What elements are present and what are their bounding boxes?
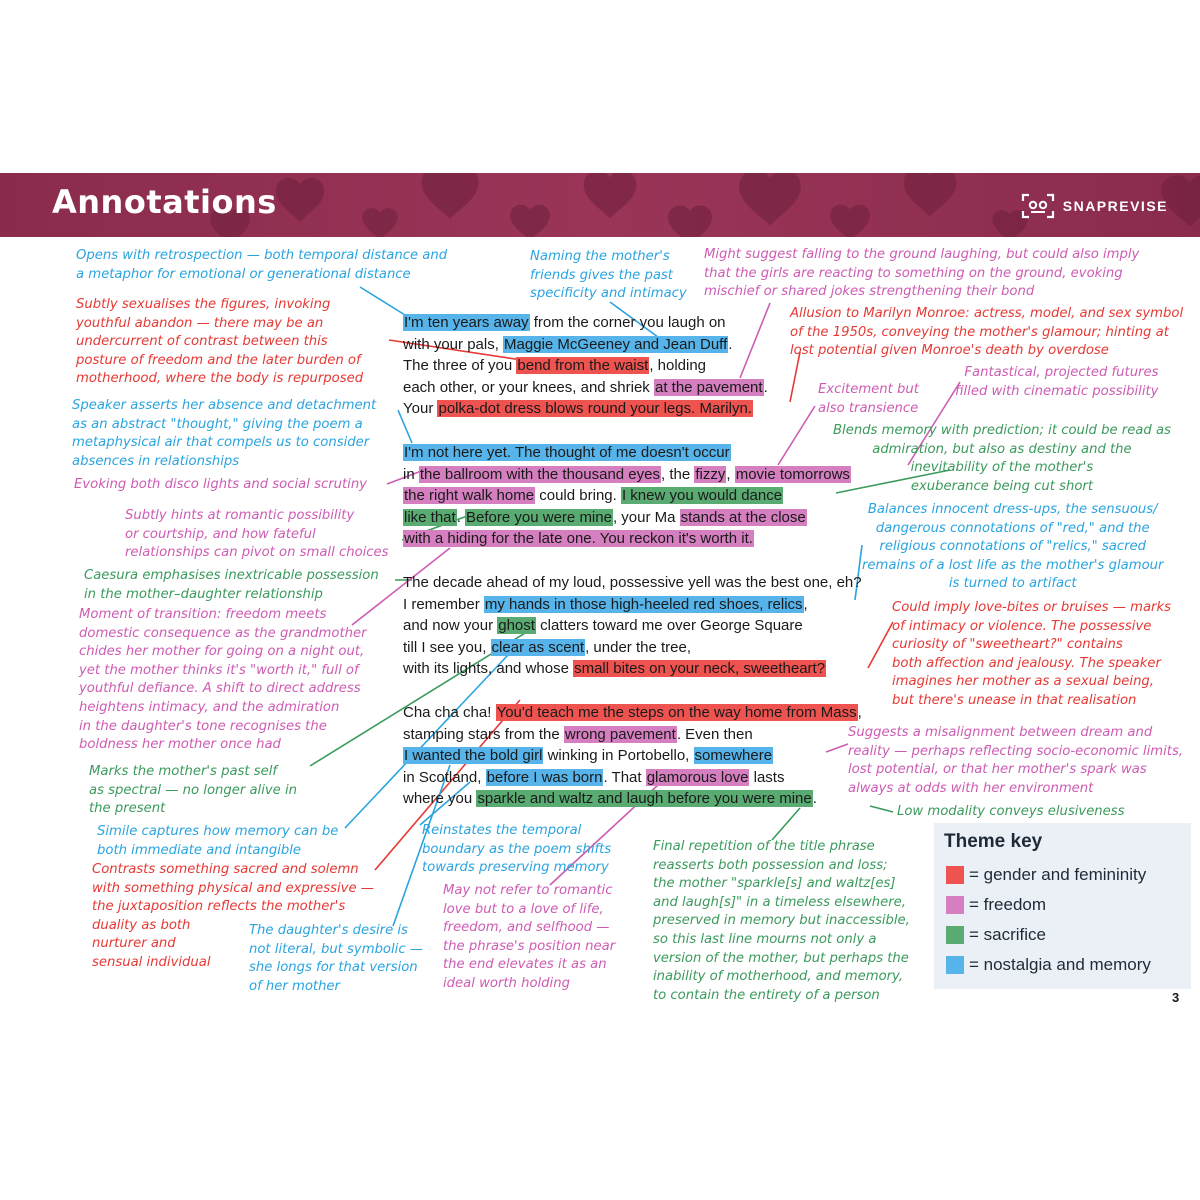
line-text: , (726, 465, 735, 483)
annotation: Excitement but also transience (818, 382, 919, 416)
highlight-freedom: fizzy (695, 465, 726, 483)
poem-line (403, 745, 913, 767)
line-text: with your pals, (403, 335, 504, 353)
annotation: Contrasts something sacred and solemn with something physical and expressive — the juxtaposition reflects the mother's duality as both nurturer and sensual individual (92, 862, 374, 970)
highlight-gender: polka-dot dress blows round your legs. Marilyn. (438, 400, 752, 418)
gender-swatch-icon (946, 866, 964, 884)
poem-line (403, 637, 913, 659)
highlight-sacrifice: sparkle and waltz and laugh before you were mine (477, 790, 812, 808)
highlight-freedom: movie tomorrows (735, 465, 850, 483)
highlight-nostalgia: clear as scent (491, 638, 585, 656)
line-text: The three of you (403, 357, 517, 375)
highlight-nostalgia: I wanted the bold girl (404, 747, 543, 765)
highlight-gender: small bites on your neck, sweetheart? (574, 660, 826, 678)
line-text: clatters toward me over George Square (535, 617, 803, 635)
line-text: from the corner you laugh on (529, 314, 726, 331)
annotation: Suggests a misalignment between dream and reality — perhaps reflecting socio-economic limits, lost potential, or that her mother's spark was always at odds with her environment (848, 725, 1184, 796)
line-text: I remember (403, 595, 484, 613)
theme-key-label: = nostalgia and memory (969, 955, 1151, 974)
line-text: , under the tree, (585, 638, 691, 656)
annotation: Subtly hints at romantic possibility or courtship, and how fateful relationships can pivot on small choices (125, 508, 389, 561)
highlight-freedom: glamorous love (646, 768, 749, 786)
highlight-freedom: the ballroom with the thousand eyes (419, 465, 660, 483)
page-title: Annotations (52, 183, 277, 221)
line-text: The decade ahead of my loud, possessive yell was the best one, eh? (403, 573, 862, 591)
line-text: where you (403, 790, 477, 808)
highlight-nostalgia: somewhere (694, 747, 773, 765)
line-text: each other, or your knees, and shriek (403, 378, 654, 396)
annotation: Could imply love-bites or bruises — marks of intimacy or violence. The possessive curiosity of "sweetheart?" contains both affection and jealousy. The speaker imagines her mother as a sexual being, but there's unease in that realisation (892, 600, 1171, 708)
highlight-sacrifice: ghost (498, 617, 535, 635)
highlight-sacrifice: I knew you would dance (621, 487, 783, 505)
brand-name: SNAPREVISE (1062, 198, 1168, 214)
highlight-freedom: stands at the close (680, 508, 806, 526)
line-text: . (763, 378, 768, 396)
sacrifice-swatch-icon (946, 926, 964, 944)
stanza-4 (403, 702, 913, 810)
line-text: Cha cha cha! (403, 703, 496, 721)
line-text: , (857, 703, 862, 721)
line-text: . (456, 508, 466, 526)
highlight-sacrifice: like that (404, 508, 456, 526)
theme-key-label: = freedom (969, 895, 1047, 914)
annotation: Speaker asserts her absence and detachment as an abstract "thought," giving the poem a metaphysical air that compels us to consider absences in relationships (72, 398, 377, 469)
freedom-swatch-icon (946, 896, 964, 914)
annotation: Blends memory with prediction; it could be read as admiration, but also as destiny and the inevitability of the mother's exuberance being cut short (833, 423, 1171, 494)
line-text: in Scotland, (403, 768, 486, 786)
theme-key-item (946, 955, 1151, 975)
connector-line (360, 287, 405, 315)
annotation: Might suggest falling to the ground laughing, but could also imply that the girls are reacting to something on the ground, evoking mischief or shared jokes strengthening their bond (704, 247, 1140, 300)
poem-line (403, 594, 913, 616)
annotation: Caesura emphasises inextricable possession in the mother–daughter relationship (84, 568, 379, 602)
poem-line (403, 507, 913, 529)
annotation: Allusion to Marilyn Monroe: actress, model, and sex symbol of the 1950s, conveying the mother's glamour; hinting at lost potential given Monroe's death by overdose (790, 306, 1184, 359)
poem-line (403, 658, 913, 680)
line-text: , the (661, 465, 695, 483)
highlight-sacrifice: Before you were mine (466, 508, 612, 526)
theme-key-label: = sacrifice (969, 925, 1046, 944)
line-text: , (803, 595, 808, 613)
highlight-freedom: the right walk home (404, 487, 535, 505)
annotation: Fantastical, projected futures filled with cinematic possibility (955, 365, 1159, 399)
poem-line (403, 767, 913, 789)
stanza-3 (403, 572, 913, 680)
nostalgia-swatch-icon (946, 956, 964, 974)
annotation: The daughter's desire is not literal, but symbolic — she longs for that version of her mother (249, 923, 423, 994)
line-text: , holding (649, 357, 707, 375)
annotation: Low modality conveys elusiveness (897, 804, 1125, 819)
annotation: Opens with retrospection — both temporal distance and a metaphor for emotional or generational distance (76, 248, 448, 282)
line-text: . Even then (676, 725, 753, 743)
highlight-gender: bend from the waist (517, 357, 649, 375)
highlight-nostalgia: I'm not here yet. The thought of me doesn't occur (404, 443, 730, 461)
annotation: Reinstates the temporal boundary as the poem shifts towards preserving memory (422, 823, 612, 876)
theme-key-item (946, 865, 1146, 885)
highlight-nostalgia: I'm ten years away (404, 314, 529, 331)
line-text: with its lights, and whose (403, 660, 574, 678)
line-text: lasts (749, 768, 785, 786)
line-text: Your (403, 400, 438, 418)
annotation: Simile captures how memory can be both immediate and intangible (97, 824, 339, 858)
line-text: . (812, 790, 817, 808)
theme-key-item (946, 895, 1046, 915)
line-text: . That (603, 768, 646, 786)
annotation: Naming the mother's friends gives the past specificity and intimacy (530, 249, 687, 302)
poem-line (403, 528, 913, 550)
poem-line (403, 572, 913, 594)
line-text: stamping stars from the (403, 725, 564, 743)
line-text: , your Ma (612, 508, 680, 526)
highlight-freedom: at the pavement (654, 378, 763, 396)
theme-key-item (946, 925, 1046, 945)
annotation: Evoking both disco lights and social scrutiny (74, 477, 367, 492)
poem-line (403, 702, 913, 724)
poem-line (403, 788, 913, 810)
highlight-freedom: wrong pavement (564, 725, 676, 743)
line-text: till I see you, (403, 638, 491, 656)
annotation: May not refer to romantic love but to a love of life, freedom, and selfhood — the phrase's position near the end elevates it as an ideal worth holding (443, 883, 616, 991)
line-text: could bring. (535, 487, 621, 505)
annotation: Final repetition of the title phrase reasserts both possession and loss; the mother "sparkle[s] and waltz[es] and laugh[s]" in a timeless elsewhere, preserved in memory but inaccessible, so this last line mourns not only a version of the mother, but perhaps the inability of motherhood, and memory, to contain the entirety of a person (653, 839, 910, 1003)
annotation: Moment of transition: freedom meets domestic consequence as the grandmother chides her mother for going on a night out, yet the mother thinks it's "worth it," full of youthful defiance. A shift to direct address heightens intimacy, and the admiration in the daughter's tone recognises the boldness her mother once had (79, 607, 367, 753)
theme-key (934, 823, 1191, 989)
page-number: 3 (1172, 990, 1180, 1005)
highlight-freedom: with a hiding for the late one. You reckon it's worth it. (404, 530, 753, 548)
poem-line (403, 724, 913, 746)
annotation: Marks the mother's past self as spectral — no longer alive in the present (89, 764, 298, 817)
highlight-gender: You'd teach me the steps on the way home from Mass (496, 703, 857, 721)
poem-line (403, 615, 913, 637)
theme-key-label: = gender and femininity (969, 865, 1147, 884)
highlight-nostalgia: Maggie McGeeney and Jean Duff (504, 335, 728, 353)
theme-key-title: Theme key (944, 831, 1043, 852)
annotation: Subtly sexualises the figures, invoking youthful abandon — there may be an undercurrent of contrast between this posture of freedom and the later burden of motherhood, where the body is repurposed (76, 297, 364, 387)
line-text: in (403, 465, 419, 483)
line-text: and now your (403, 617, 498, 635)
line-text: winking in Portobello, (543, 747, 694, 765)
annotation: Balances innocent dress-ups, the sensuous/ dangerous connotations of "red," and the religious connotations of "relics," sacred remains of a lost life as the mother's glamour is turned to artifact (862, 502, 1164, 592)
highlight-nostalgia: before I was born (486, 768, 603, 786)
line-text: . (728, 335, 733, 353)
highlight-nostalgia: my hands in those high-heeled red shoes, relics (484, 595, 803, 613)
